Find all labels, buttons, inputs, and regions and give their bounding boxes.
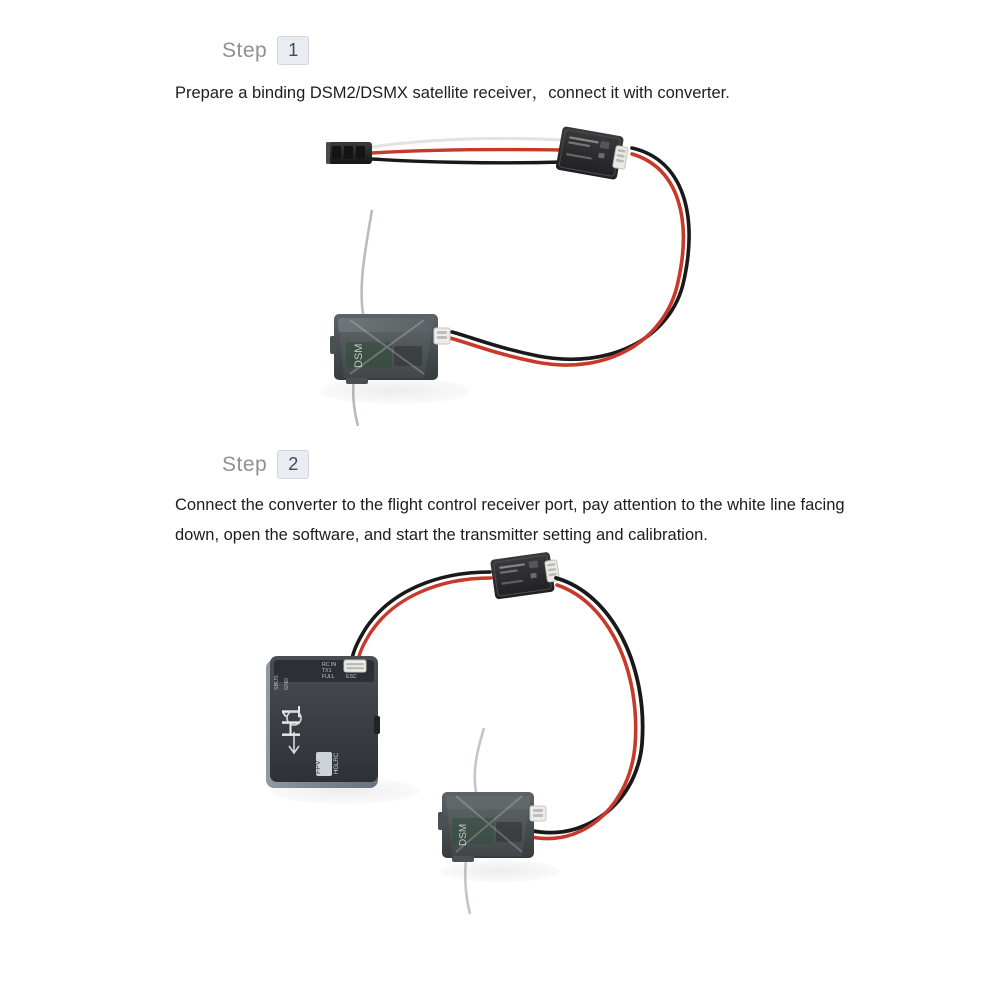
fc-port-label-full: FULL <box>322 674 335 680</box>
step-1-header <box>222 36 309 65</box>
servo-plug-3pin <box>326 142 372 164</box>
step-2-header <box>222 450 309 479</box>
satellite-receiver-2 <box>438 728 546 914</box>
svg-text:DSM: DSM <box>353 343 365 368</box>
step-2-text: Connect the converter to the flight control receiver port, pay attention to the white line facing down, open the software, and start the transmitter setting and calibration. <box>175 496 845 544</box>
fc-label-sbus: SBUS <box>274 675 280 690</box>
photo-step1 <box>280 120 800 440</box>
fc-model-name: H1 <box>276 704 306 738</box>
fc-brand: HGLRC <box>334 752 340 774</box>
step-1-label: Step <box>222 38 268 62</box>
satellite-receiver <box>330 210 450 426</box>
converter-board-2 <box>490 551 561 600</box>
step-1-text: Prepare a binding DSM2/DSMX satellite receiver，connect it with converter. <box>175 84 730 102</box>
photo-step2 <box>240 550 800 980</box>
converter-board <box>555 126 630 181</box>
fc-badge: FPV <box>315 760 322 774</box>
fc-port-label-tx1: TX1 <box>322 668 332 674</box>
fc-label-gnd: GND <box>284 678 290 690</box>
flight-controller-h1 <box>266 656 380 788</box>
step-2-number-badge: 2 <box>277 450 309 479</box>
fc-port-label-esc: ESC <box>346 674 357 680</box>
step-2-label: Step <box>222 452 268 476</box>
step-1-number-badge: 1 <box>277 36 309 65</box>
svg-text:DSM: DSM <box>458 823 469 846</box>
fc-port-label-rc-in: RC IN <box>322 662 337 668</box>
